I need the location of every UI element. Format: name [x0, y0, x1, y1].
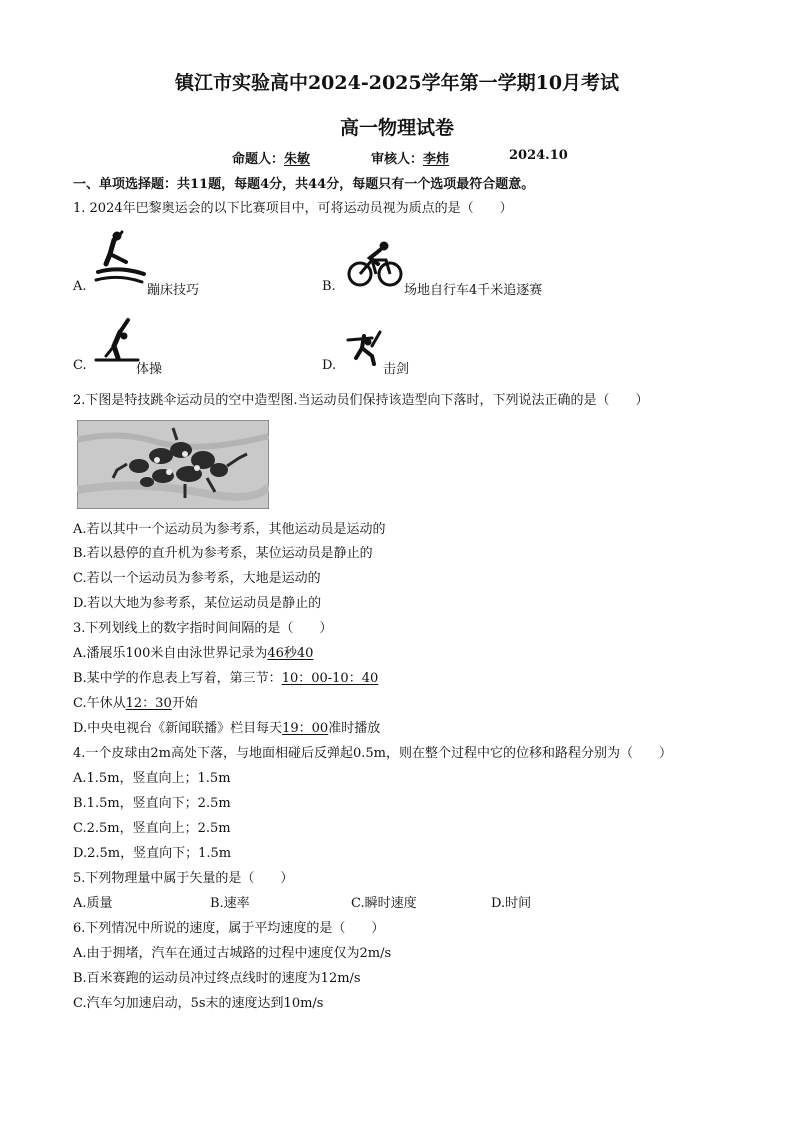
q5-option-c: C.瞬时速度: [351, 896, 417, 911]
q3-option-d-suffix: 准时播放: [328, 721, 381, 736]
q1-option-b-letter: B.: [322, 279, 336, 294]
q1-option-c-letter: C.: [73, 358, 87, 373]
q1-option-a-text: 蹦床技巧: [147, 283, 200, 298]
exam-subtitle: 高一物理试卷: [339, 117, 454, 139]
q3-option-d-text: D.中央电视台《新闻联播》栏目每天: [73, 721, 283, 736]
q6-stem: 6.下列情况中所说的速度，属于平均速度的是（ ）: [73, 921, 385, 936]
gymnastics-icon: [94, 316, 140, 366]
trampoline-icon: [92, 228, 147, 290]
q1-option-d-letter: D.: [322, 358, 337, 373]
q6-option-c: C.汽车匀加速启动，5s末的速度达到10m/s: [73, 996, 324, 1011]
cycling-icon: [346, 240, 404, 288]
q1-option-d-text: 击剑: [383, 362, 410, 377]
q1-option-c-text: 体操: [136, 362, 163, 377]
skydivers-photo: [77, 420, 269, 509]
exam-title: 镇江市实验高中2024-2025学年第一学期10月考试: [174, 72, 620, 94]
q5-option-b: B.速率: [210, 896, 250, 911]
q3-option-c: [73, 692, 198, 711]
q1-option-a-letter: A.: [73, 279, 87, 294]
q4-option-a: A.1.5m，竖直向上；1.5m: [73, 771, 231, 786]
q2-option-d: D.若以大地为参考系，某位运动员是静止的: [73, 596, 322, 611]
q2-option-a: A.若以其中一个运动员为参考系，其他运动员是运动的: [73, 522, 386, 537]
q6-option-b: B.百米赛跑的运动员冲过终点线时的速度为12m/s: [73, 971, 361, 986]
author-label: 命题人：: [232, 152, 285, 167]
q3-option-a-underlined: 46秒40: [267, 646, 314, 661]
q2-option-b: B.若以悬停的直升机为参考系，某位运动员是静止的: [73, 546, 373, 561]
q4-option-b: B.1.5m，竖直向下；2.5m: [73, 796, 231, 811]
section-heading: 一、单项选择题：共11题，每题4分，共44分，每题只有一个选项最符合题意。: [73, 177, 535, 192]
q5-option-a: A.质量: [73, 896, 113, 911]
exam-date: 2024.10: [509, 148, 568, 163]
q3-option-b: [73, 667, 378, 686]
q2-option-c: C.若以一个运动员为参考系，大地是运动的: [73, 571, 321, 586]
q3-stem: 3.下列划线上的数字指时间间隔的是（ ）: [73, 621, 333, 636]
q3-option-b-text: B.某中学的作息表上写着，第三节：: [73, 671, 282, 686]
q3-option-d: [73, 717, 380, 736]
reviewer-label: 审核人：: [371, 152, 424, 167]
author-line: [232, 148, 310, 167]
q3-option-b-underlined: 10：00-10：40: [281, 671, 379, 686]
q3-option-d-underlined: 19：00: [282, 721, 329, 736]
reviewer-name: 李炜: [423, 152, 450, 167]
q3-option-a: [73, 642, 313, 661]
author-name: 朱敏: [284, 152, 311, 167]
q5-option-d: D.时间: [491, 896, 532, 911]
q3-option-c-text: C.午休从: [73, 696, 126, 711]
q3-option-c-underlined: 12：30: [125, 696, 172, 711]
q4-stem: 4.一个皮球由2m高处下落，与地面相碰后反弹起0.5m，则在整个过程中它的位移和路程分别为（ ）: [73, 746, 673, 761]
q4-option-c: C.2.5m，竖直向上；2.5m: [73, 821, 231, 836]
q1-option-b-text: 场地自行车4千米追逐赛: [404, 283, 543, 298]
q3-option-c-suffix: 开始: [171, 696, 198, 711]
q5-stem: 5.下列物理量中属于矢量的是（ ）: [73, 871, 294, 886]
q3-option-a-text: A.潘展乐100米自由泳世界记录为: [73, 646, 268, 661]
q1-stem: 1. 2024年巴黎奥运会的以下比赛项目中，可将运动员视为质点的是（ ）: [73, 201, 513, 216]
reviewer-line: [371, 148, 449, 167]
q2-stem: 2.下图是特技跳伞运动员的空中造型图.当运动员们保持该造型向下落时，下列说法正确的是（ ）: [73, 393, 649, 408]
q4-option-d: D.2.5m，竖直向下；1.5m: [73, 846, 232, 861]
fencing-icon: [344, 328, 386, 368]
q6-option-a: A.由于拥堵，汽车在通过古城路的过程中速度仅为2m/s: [73, 946, 392, 961]
